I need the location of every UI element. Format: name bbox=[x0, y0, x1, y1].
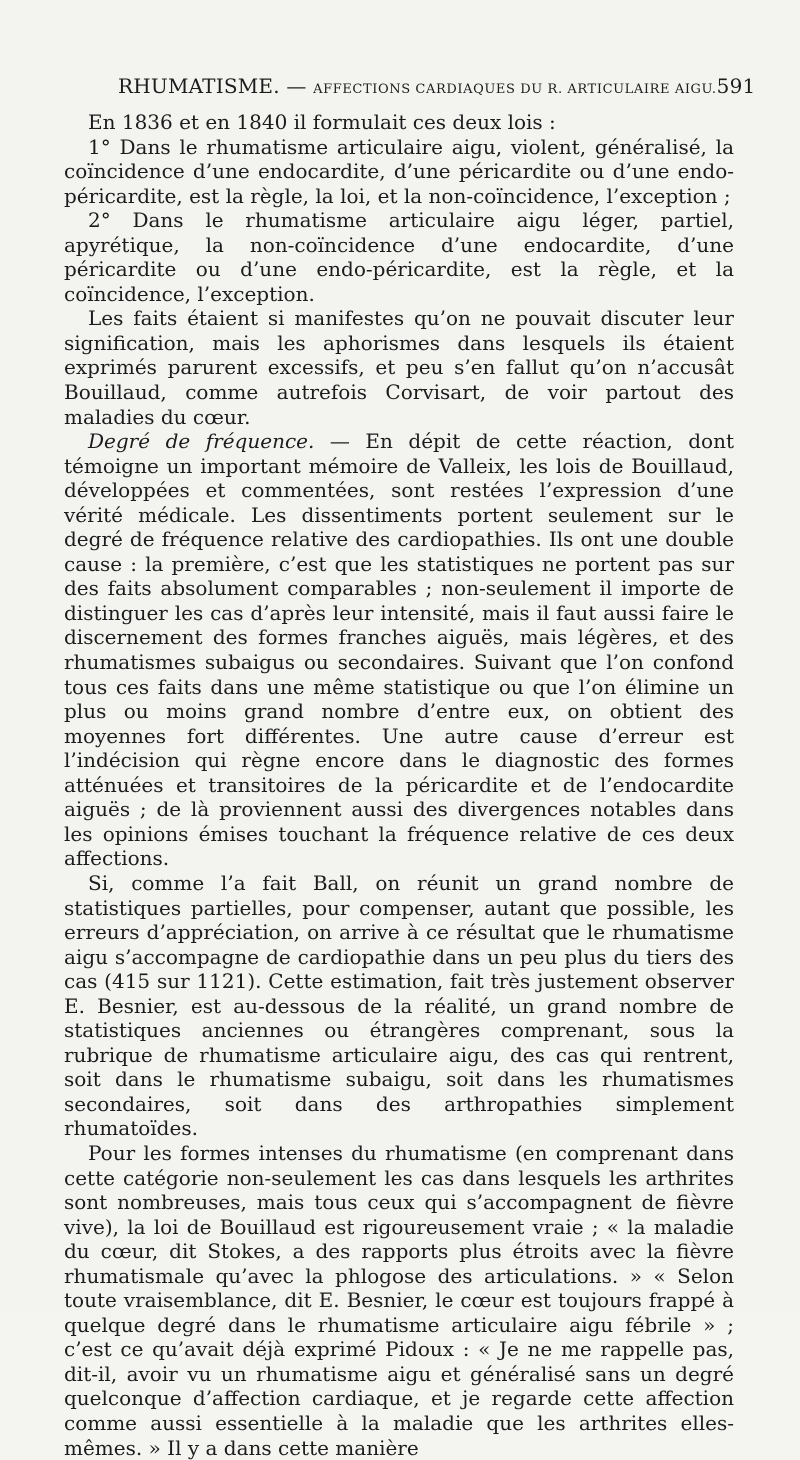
header-subtitle: AFFECTIONS CARDIAQUES DU R. ARTICULAIRE AIGU. bbox=[313, 82, 717, 97]
paragraph-frequency bbox=[64, 429, 734, 871]
running-header bbox=[118, 74, 756, 98]
paragraph-law-2: 2° Dans le rhumatisme articulaire aigu léger, partiel, apyrétique, la non-coïncidence d’une endocardite, d’une péricardite ou d’une endo-péricardite, est la règle, et la coïncidence, l’exception. bbox=[64, 208, 734, 306]
paragraph-law-1: 1° Dans le rhumatisme articulaire aigu, violent, généralisé, la coïncidence d’une endocardite, d’une péricardite ou d’une endo-péricardite, est la règle, la loi, et la non-coïncidence, l’exception ; bbox=[64, 134, 734, 208]
section-heading: Degré de fréquence. bbox=[88, 429, 315, 454]
paragraph-intro: En 1836 et en 1840 il formulait ces deux lois : bbox=[88, 110, 556, 134]
paragraph-ball: Si, comme l’a fait Ball, on réunit un grand nombre de statistiques partielles, pour compenser, autant que possible, les erreurs d’appréciation, on arrive à ce résultat que le rhumatisme aigu s’accompagne de cardiopathie dans un peu plus du tiers des cas (415 sur 1121). Cette estimation, fait très justement observer E. Besnier, est au-dessous de la réalité, un grand nombre de statistiques anciennes ou étrangères comprenant, sous la rubrique de rhumatisme articulaire aigu, des cas qui rentrent, soit dans le rhumatisme subaigu, soit dans les rhumatismes secondaires, soit dans des arthropathies simplement rhumatoïdes. bbox=[64, 870, 734, 1141]
paragraph-intense-forms: Pour les formes intenses du rhumatisme (en comprenant dans cette catégorie non-seulement les cas dans lesquels les arthrites sont nombreuses, mais tous ceux qui s’accompagnent de fièvre vive), la loi de Bouillaud est rigoureusement vraie ; « la maladie du cœur, dit Stokes, a des rapports plus étroits avec la fièvre rhumatismale qu’avec la phlogose des articulations. » « Selon toute vraisemblance, dit E. Besnier, le cœur est toujours frappé à quelque degré dans le rhumatisme articulaire aigu fébrile » ; c’est ce qu’avait déjà exprimé Pidoux : « Je ne me rappelle pas, dit-il, avoir vu un rhumatisme aigu et généralisé sans un degré quelconque d’affection cardiaque, et je regarde cette affection comme aussi essentielle à la maladie que les arthrites elles-mêmes. » Il y a dans cette manière bbox=[64, 1140, 734, 1460]
header-title-group bbox=[118, 74, 717, 98]
page-body bbox=[64, 110, 734, 1460]
paragraph-facts: Les faits étaient si manifestes qu’on ne pouvait discuter leur signification, mais les aphorismes dans lesquels ils étaient exprimés parurent excessifs, et peu s’en fallut qu’on n’accusât Bouillaud, comme autrefois Corvisart, de voir partout des maladies du cœur. bbox=[64, 306, 734, 429]
page-number: 591 bbox=[716, 74, 756, 98]
paragraph-frequency-text: — En dépit de cette réaction, dont témoigne un important mémoire de Valleix, les lois de Bouillaud, développées et commentées, sont restées l’expression d’une vérité médicale. Les dissentiments portent seulement sur le degré de fréquence relative des cardiopathies. Ils ont une double cause : la première, c’est que les statistiques ne portent pas sur des faits absolument comparables ; non-seulement il importe de distinguer les cas d’après leur intensité, mais il faut aussi faire le discernement des formes franches aiguës, mais légères, et des rhumatismes subaigus ou secondaires. Suivant que l’on confond tous ces faits dans une même statistique ou que l’on élimine un plus ou moins grand nombre d’entre eux, on obtient des moyennes fort différentes. Une autre cause d’erreur est l’indécision qui règne encore dans le diagnostic des formes atténuées et transitoires de la péricardite et de l’endocardite aiguës ; de là proviennent aussi des divergences notables dans les opinions émises touchant la fréquence relative de ces deux affections. bbox=[64, 429, 734, 871]
header-separator: — bbox=[286, 74, 307, 98]
header-title: RHUMATISME. bbox=[118, 74, 280, 98]
